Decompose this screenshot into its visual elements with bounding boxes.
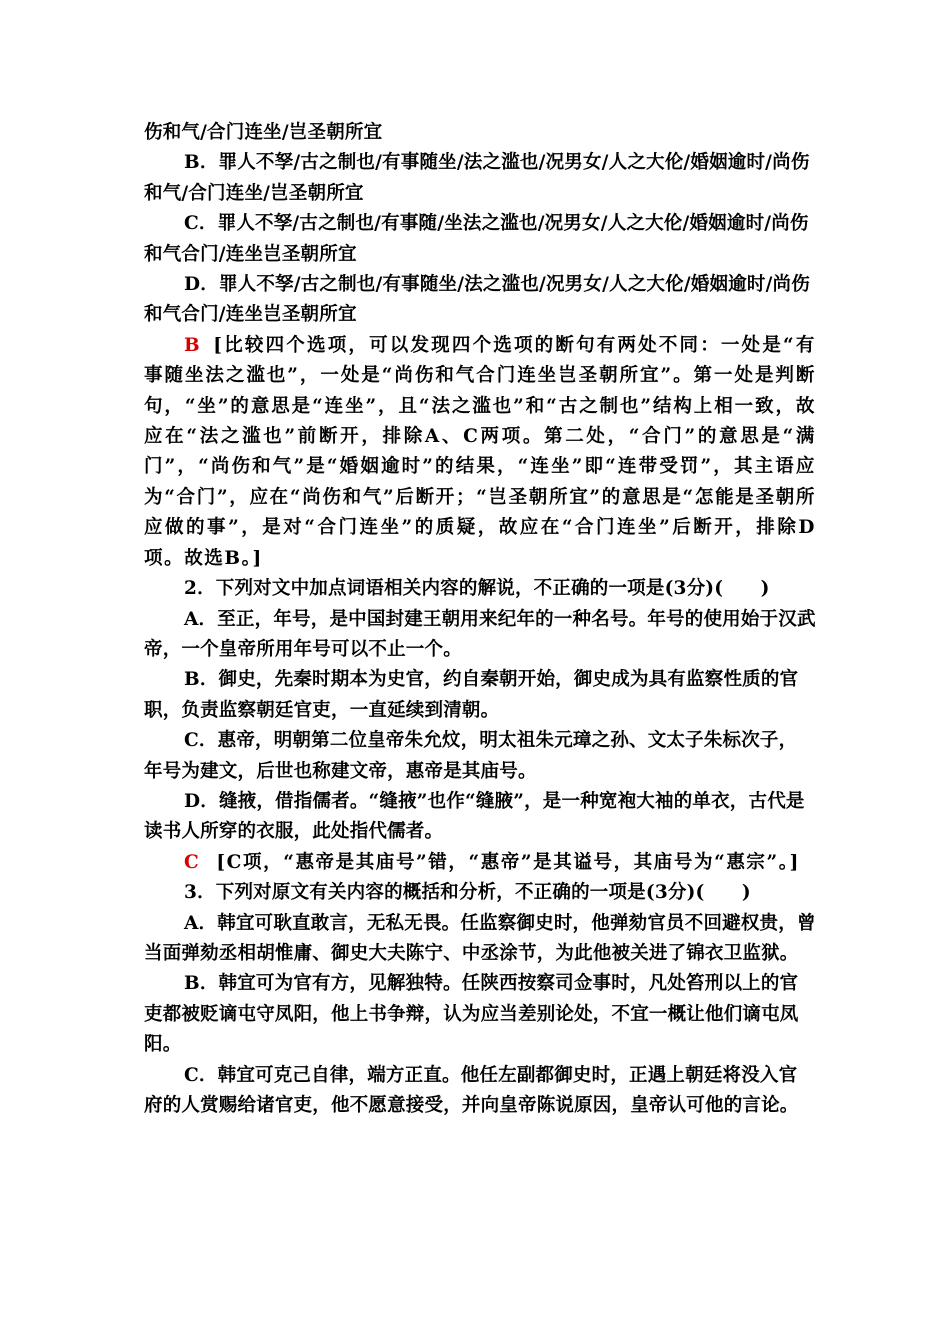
q2-answer-explanation: [C项，“惠帝是其庙号”错，“惠帝”是其谥号，其庙号为“惠宗”。]	[216, 851, 800, 873]
q1-answer-key: B	[184, 334, 202, 356]
q1-option-d: D．罪人不孥/古之制也/有事随坐/法之滥也/况男女/人之大伦/婚姻逾时/尚伤和气合门/连坐岂圣朝所宜	[144, 274, 810, 326]
q3-option-a: A．韩宜可耿直敢言，无私无畏。任监察御史时，他弹劾官员不回避权贵，曾当面弹劾丞相胡惟庸、御史大夫陈宁、中丞涂节，为此他被关进了锦衣卫监狱。	[144, 912, 816, 964]
q2-option-b: B．御史，先秦时期本为史官，约自秦朝开始，御史成为具有监察性质的官职，负责监察朝廷官吏，一直延续到清朝。	[144, 669, 799, 721]
q3-option-c: C．韩宜可克己自律，端方正直。他任左副都御史时，正遇上朝廷将没入官府的人赏赐给诸官吏，他不愿意接受，并向皇帝陈说原因，皇帝认可他的言论。	[144, 1064, 799, 1116]
q2-option-a: A．至正，年号，是中国封建王朝用来纪年的一种名号。年号的使用始于汉武帝，一个皇帝所用年号可以不止一个。	[144, 608, 816, 660]
q3-option-b: B．韩宜可为官有方，见解独特。任陕西按察司佥事时，凡处笞刑以上的官吏都被贬谪屯守凤阳，他上书争辩，认为应当差别论处，不宜一概让他们谪屯凤阳。	[144, 973, 799, 1056]
q2-stem: 2．下列对文中加点词语相关内容的解说，不正确的一项是(3分)( )	[184, 578, 770, 600]
q1-answer-explanation: [比较四个选项，可以发现四个选项的断句有两处不同：一处是“有事随坐法之滥也”，一处是“尚伤和气合门连坐岂圣朝所宜”。第一处是判断句，“坐”的意思是“连坐”，且“法之滥也”和“古之制也”结构上相一致，故应在“法之滥也”前断开，排除A、C两项。第二处，“合门”的意思是“满门”，“尚伤和气”是“婚姻逾时”的结果，“连坐”即“连带受罚”，其主语应为“合门”，应在“尚伤和气”后断开；“岂圣朝所宜”的意思是“怎能是圣朝所应做的事”，是对“合门连坐”的质疑，故应在“合门连坐”后断开，排除D项。故选B。]	[144, 334, 816, 569]
q1-option-c: C．罪人不孥/古之制也/有事随/坐法之滥也/况男女/人之大伦/婚姻逾时/尚伤和气合门/连坐岂圣朝所宜	[144, 213, 809, 265]
q3-stem: 3．下列对原文有关内容的概括和分析，不正确的一项是(3分)( )	[184, 882, 751, 904]
q2-option-c: C．惠帝，明朝第二位皇帝朱允炆，明太祖朱元璋之孙、文太子朱标次子，年号为建文，后世也称建文帝，惠帝是其庙号。	[144, 730, 798, 782]
q1-answer	[144, 331, 816, 574]
q1-option-b: B．罪人不孥/古之制也/有事随坐/法之滥也/况男女/人之大伦/婚姻逾时/尚伤和气/合门连坐/岂圣朝所宜	[144, 152, 810, 204]
q2-answer	[144, 848, 816, 878]
q2-option-d: D．缝掖，借指儒者。“缝掖”也作“缝腋”，是一种宽袍大袖的单衣，古代是读书人所穿的衣服，此处指代儒者。	[144, 790, 805, 843]
q1-option-a-tail: 伤和气/合门连坐/岂圣朝所宜	[144, 122, 383, 143]
document-page	[144, 118, 816, 1121]
q2-answer-key: C	[184, 851, 201, 873]
